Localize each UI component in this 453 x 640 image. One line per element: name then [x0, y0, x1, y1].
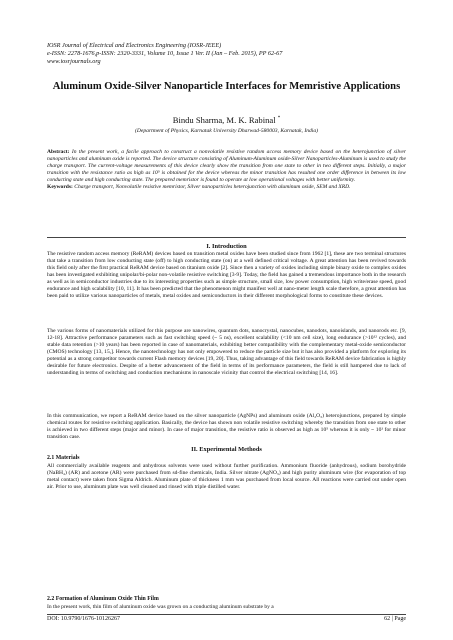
journal-website[interactable]: www.iosrjournals.org	[47, 58, 101, 66]
footer-doi[interactable]: DOI: 10.9790/1676-10126267	[47, 616, 120, 622]
methods-paragraph-1: All commercially available reagents and anhydrous solvents were used without further purification. Ammonium fluoride (anhydrous), sodium borohydride (NaBH₄) (AR) and acetone (AR) were purchased from sd-fine chemicals, India. Silver nitrate (AgNO₃) and high purity aluminum wire (for evaporation of top metal contact) were taken from Sigma Aldrich. Aluminum plate of thickness 1 mm was purchased from local source. All reactions were carried out under open air. Prior to use, aluminum plate was well cleaned and rinsed with triple distilled water.	[47, 463, 406, 490]
intro-paragraph-3: In this communication, we report a ReRAM device based on the silver nanoparticle (AgNPs) and aluminum oxide (Al₂O₃) heterojunctions, prepared by simple chemical routes for resistive switching application. Basically, the device has shown non volatile resistive switching whereby the transition from one state to other is achieved in two different steps (major and minor). In case of major transition, the resistive ratio is observed as high as 10⁵ whereas it is only ~ 10¹ for minor transition case.	[47, 413, 406, 440]
author-names: Bindu Sharma, M. K. Rabinal	[172, 114, 276, 125]
methods-paragraph-2: In the present work, thin film of aluminum oxide was grown on a conducting aluminum substrate by a	[47, 604, 274, 610]
footer-divider	[47, 614, 406, 615]
abstract-text: In the present work, a facile approach to construct a nonvolatile resistive random access memory device based on the heterojunction of silver nanoparticles and aluminum oxide is reported. The device structure consisting of Aluminum-Aluminum oxide-Silver Nanoparticles-Aluminum is used to study the charge transport. The current-voltage measurements of this device clearly show the transition from one state to other in two different steps. Initially, a major transition with the resistance ratio as high as 10⁵ is obtained for the device whereas the minor transition has resulted one order difference in between its low conducting state and high conducting state. The prepared memristor is found to operate at low operational voltages with better uniformity.	[47, 149, 406, 184]
footer-page-number: 62 | Page	[384, 616, 406, 622]
subsection-heading-film: 2.2 Formation of Aluminum Oxide Thin Film	[47, 596, 159, 602]
corresponding-author-mark: *	[277, 116, 281, 121]
subsection-heading-materials: 2.1 Materials	[47, 455, 80, 461]
section-heading-introduction: I. Introduction	[206, 243, 247, 250]
keywords-text: Charge transport, Nonvolatile resistive memristor, Silver nanoparticles heterojunction with aluminum oxide, SEM and XRD.	[74, 184, 351, 191]
journal-issn: e-ISSN: 2278-1676,p-ISSN: 2320-3331, Volume 10, Issue 1 Ver. II (Jan – Feb. 2015), PP 62-67	[47, 50, 283, 58]
section-heading-methods: II. Experimental Methods	[191, 446, 262, 453]
abstract-divider	[47, 237, 406, 238]
intro-paragraph-1: The resistive random access memory (ReRAM) devices based on transition metal oxides have been studied since from 1962 [1], these are two terminal structures that take a transition from low conducting state (off) to high conducting state (on) at a well defined critical voltage. A great attention has been revived towards this field only after the first practical ReRAM device based on titanium oxide [2]. Since then a variety of oxides including simple binary oxide to complex oxides has been investigated exhibiting unipolar/bi-polar non-volatile resistive switching [3-9]. Today, the field has gained a tremendous importance both in the research as well as in semiconductor industries due to its interesting properties such as simple structure, small size, low power consumption, high write/erase speed, good endurance and high scalability [10, 11]. It has been predicted that the phenomenon might manifest well at nano-meter length scale therefore, a great attention has been paid to utilize various nanoparticles of metals, metal oxides and semiconductors in their different morphological forms to constitute these devices.	[47, 251, 406, 299]
journal-header	[47, 42, 407, 67]
paper-authors	[47, 114, 406, 125]
keywords-label: Keywords:	[47, 184, 73, 191]
journal-name: IOSR Journal of Electrical and Electronics Engineering (IOSR-JEEE)	[47, 42, 222, 49]
intro-paragraph-2: The various forms of nanomaterials utilized for this purpose are nanowires, quantum dots, nanocrystal, nanocubes, nanodots, nanoislands, and nanorods etc. [9, 12-18]. Attractive performance parameters such as fast switching speed (~ 5 ns), excellent scalability (<10 nm cell size), long endurance (>10¹² cycles), and stable data retention (>10 years) has been reported in case of nanomaterials, exhibiting better compatibility with the complementary metal-oxide semiconductor (CMOS) technology [13, 15,]. Hence, the nanotechnology has not only empowered to reduce the particle size but it has also provided a platform for exploring its potential as a strong competitor towards current Flash memory devices [19, 20]. Thus, taking advantage of this field towards ReRAM device fabrication is highly desirable for future electronics. Despite of a better advancement of the field in terms of its performance parameters, the field is still hampered due to lack of understanding in terms of switching and conduction mechanisms in nanoscale vicinity that control the electrical switching [14, 16].	[47, 328, 406, 376]
abstract-label: Abstract:	[47, 149, 70, 155]
author-affiliation: (Department of Physics, Karnatak University Dharwad-580003, Karnatak, India)	[134, 128, 319, 134]
paper-title: Aluminum Oxide-Silver Nanoparticle Interfaces for Memristive Applications	[52, 81, 401, 92]
abstract-block	[47, 149, 406, 192]
